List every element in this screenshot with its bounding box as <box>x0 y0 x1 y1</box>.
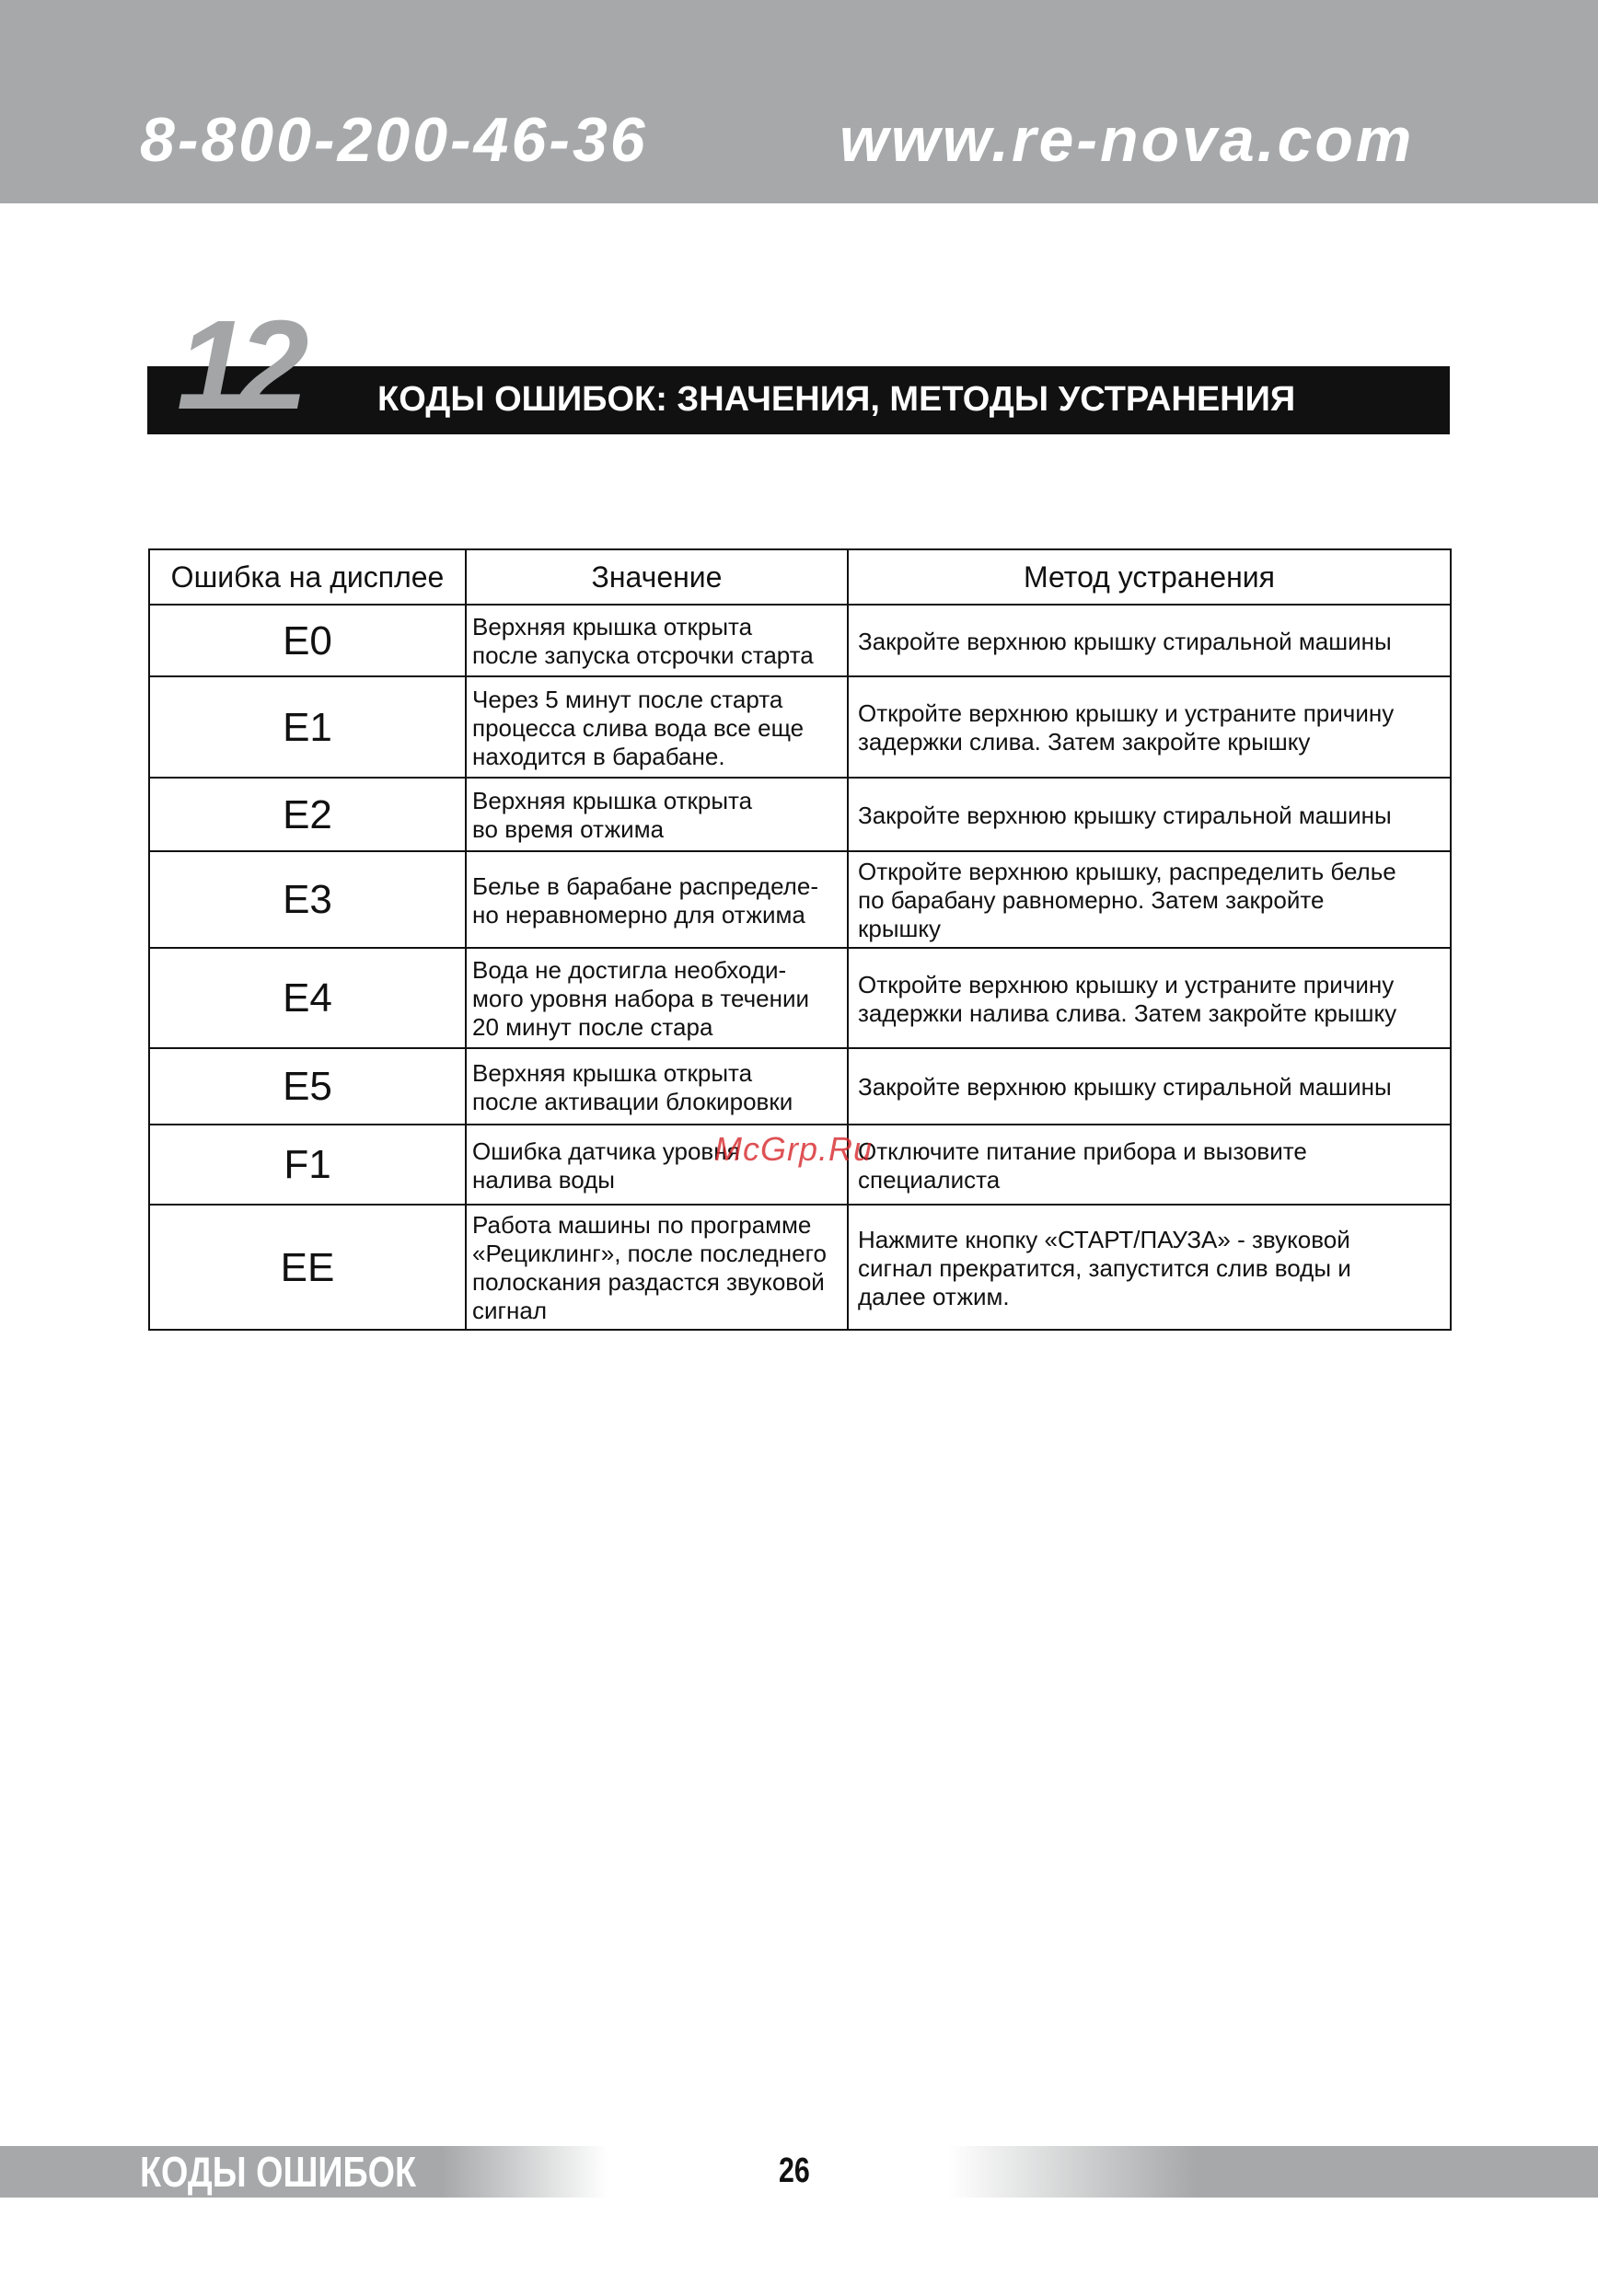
watermark-text: McGrp.Ru <box>714 1130 874 1168</box>
table-body <box>149 605 1451 1330</box>
error-method: Откройте верхнюю крышку, распределить белье по барабану равномерно. Затем закройте крышку <box>848 851 1451 948</box>
error-method: Нажмите кнопку «СТАРТ/ПАУЗА» - звуковой сигнал прекратится, запустится слив воды и далее отжим. <box>848 1205 1451 1330</box>
table-row <box>149 948 1451 1048</box>
website-url: www.re-nova.com <box>840 105 1415 175</box>
error-method: Отключите питание прибора и вызовите специалиста <box>848 1125 1451 1205</box>
error-meaning: Работа машины по программе «Рециклинг», после последнего полоскания раздастся звуковой сигнал <box>466 1205 848 1330</box>
error-code: EE <box>149 1205 466 1330</box>
table-row <box>149 605 1451 676</box>
footer-title: КОДЫ ОШИБОК <box>140 2148 416 2196</box>
error-meaning: Верхняя крышка открыта после запуска отсрочки старта <box>466 605 848 676</box>
section-title: КОДЫ ОШИБОК: ЗНАЧЕНИЯ, МЕТОДЫ УСТРАНЕНИЯ <box>377 380 1296 419</box>
error-code: E3 <box>149 851 466 948</box>
table-row <box>149 676 1451 778</box>
error-method: Закройте верхнюю крышку стиральной машины <box>848 605 1451 676</box>
error-code: F1 <box>149 1125 466 1205</box>
error-meaning: Ошибка датчика уровня налива воды <box>466 1125 848 1205</box>
error-code: E5 <box>149 1048 466 1125</box>
table-row <box>149 778 1451 851</box>
column-header-meaning: Значение <box>466 549 848 605</box>
column-header-method: Метод устранения <box>848 549 1451 605</box>
error-method: Закройте верхнюю крышку стиральной машины <box>848 778 1451 851</box>
table-header-row <box>149 549 1451 605</box>
phone-number: 8-800-200-46-36 <box>140 105 648 175</box>
error-code: E1 <box>149 676 466 778</box>
error-meaning: Вода не достигла необходи- мого уровня набора в течении 20 минут после стара <box>466 948 848 1048</box>
page-number: 26 <box>779 2152 810 2190</box>
error-meaning: Верхняя крышка открыта во время отжима <box>466 778 848 851</box>
error-method: Откройте верхнюю крышку и устраните причину задержки налива слива. Затем закройте крышку <box>848 948 1451 1048</box>
section-number: 12 <box>177 294 300 436</box>
table-row <box>149 1205 1451 1330</box>
error-meaning: Белье в барабане распределе- но неравномерно для отжима <box>466 851 848 948</box>
table-row <box>149 1048 1451 1125</box>
error-code: E4 <box>149 948 466 1048</box>
error-code: E2 <box>149 778 466 851</box>
error-codes-table <box>148 548 1452 1331</box>
error-meaning: Через 5 минут после старта процесса слива вода все еще находится в барабане. <box>466 676 848 778</box>
error-code: E0 <box>149 605 466 676</box>
column-header-code: Ошибка на дисплее <box>149 549 466 605</box>
table-row <box>149 851 1451 948</box>
error-method: Откройте верхнюю крышку и устраните причину задержки слива. Затем закройте крышку <box>848 676 1451 778</box>
error-meaning: Верхняя крышка открыта после активации блокировки <box>466 1048 848 1125</box>
error-method: Закройте верхнюю крышку стиральной машины <box>848 1048 1451 1125</box>
